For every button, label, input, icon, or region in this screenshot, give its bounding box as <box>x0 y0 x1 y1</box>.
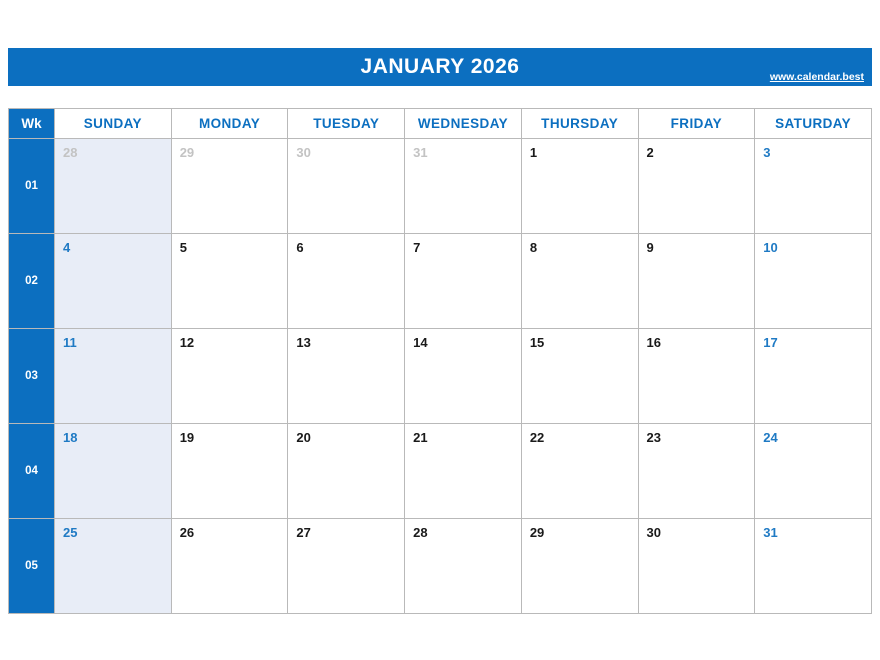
day-cell[interactable] <box>171 519 288 614</box>
day-cell[interactable] <box>405 519 522 614</box>
column-header-friday: FRIDAY <box>638 109 755 139</box>
calendar-week-row <box>9 234 872 329</box>
day-number: 28 <box>413 525 428 540</box>
day-number: 29 <box>179 145 195 160</box>
calendar-week-row <box>9 519 872 614</box>
week-number-cell: 02 <box>9 234 55 329</box>
day-cell[interactable] <box>405 424 522 519</box>
day-number: 11 <box>63 335 77 350</box>
column-header-monday: MONDAY <box>171 109 288 139</box>
day-number: 6 <box>296 240 304 255</box>
day-cell[interactable] <box>288 139 405 234</box>
day-cell[interactable] <box>638 139 755 234</box>
website-link[interactable]: www.calendar.best <box>769 71 864 83</box>
day-number: 26 <box>179 525 195 540</box>
calendar-table <box>8 108 872 614</box>
day-cell[interactable] <box>521 234 638 329</box>
day-cell[interactable] <box>288 329 405 424</box>
calendar-week-row <box>9 329 872 424</box>
day-number: 18 <box>63 430 78 445</box>
day-cell[interactable] <box>405 234 522 329</box>
day-cell[interactable] <box>171 329 288 424</box>
calendar-title-bar <box>8 48 872 86</box>
day-number: 12 <box>179 335 195 350</box>
calendar-header-row <box>9 109 872 139</box>
day-cell[interactable] <box>405 329 522 424</box>
day-number: 7 <box>413 240 421 255</box>
calendar-week-row <box>9 424 872 519</box>
week-number-cell: 04 <box>9 424 55 519</box>
day-cell[interactable] <box>405 139 522 234</box>
day-number: 9 <box>646 240 654 255</box>
column-header-tuesday: TUESDAY <box>288 109 405 139</box>
day-number: 17 <box>763 335 778 350</box>
week-number-cell: 01 <box>9 139 55 234</box>
day-cell[interactable] <box>288 234 405 329</box>
day-cell[interactable] <box>638 424 755 519</box>
day-number: 23 <box>646 430 661 445</box>
day-number: 28 <box>63 145 78 160</box>
day-cell[interactable] <box>521 424 638 519</box>
day-cell[interactable] <box>638 519 755 614</box>
day-cell[interactable] <box>521 519 638 614</box>
day-cell[interactable] <box>638 234 755 329</box>
day-cell[interactable] <box>288 519 405 614</box>
day-number: 10 <box>763 240 778 255</box>
day-number: 30 <box>646 525 661 540</box>
day-number: 31 <box>763 525 778 540</box>
day-number: 15 <box>529 335 545 350</box>
calendar-week-row <box>9 139 872 234</box>
week-number-cell: 03 <box>9 329 55 424</box>
day-cell[interactable] <box>171 139 288 234</box>
day-number: 20 <box>296 430 311 445</box>
day-cell[interactable] <box>171 424 288 519</box>
day-number: 14 <box>413 335 428 350</box>
day-number: 5 <box>179 240 187 255</box>
column-header-sunday: SUNDAY <box>55 109 172 139</box>
day-number: 4 <box>63 240 71 255</box>
day-cell[interactable] <box>638 329 755 424</box>
day-cell[interactable] <box>755 329 872 424</box>
day-cell[interactable] <box>288 424 405 519</box>
day-cell[interactable] <box>755 234 872 329</box>
day-number: 30 <box>296 145 311 160</box>
day-cell[interactable] <box>755 139 872 234</box>
day-cell[interactable] <box>55 234 172 329</box>
day-cell[interactable] <box>55 329 172 424</box>
day-number: 22 <box>529 430 545 445</box>
week-number-cell: 05 <box>9 519 55 614</box>
day-cell[interactable] <box>55 424 172 519</box>
day-cell[interactable] <box>55 139 172 234</box>
column-header-thursday: THURSDAY <box>521 109 638 139</box>
column-header-saturday: SATURDAY <box>755 109 872 139</box>
day-number: 21 <box>413 430 428 445</box>
day-number: 13 <box>296 335 311 350</box>
day-number: 29 <box>529 525 545 540</box>
day-number: 16 <box>646 335 661 350</box>
day-cell[interactable] <box>171 234 288 329</box>
page-title: JANUARY 2026 <box>360 55 520 78</box>
day-number: 24 <box>763 430 778 445</box>
day-cell[interactable] <box>55 519 172 614</box>
day-number: 19 <box>179 430 195 445</box>
day-cell[interactable] <box>755 519 872 614</box>
day-number: 27 <box>296 525 311 540</box>
day-cell[interactable] <box>755 424 872 519</box>
day-number: 2 <box>646 145 654 160</box>
column-header-week: Wk <box>9 109 55 139</box>
day-cell[interactable] <box>521 329 638 424</box>
calendar-body <box>9 139 872 614</box>
column-header-wednesday: WEDNESDAY <box>405 109 522 139</box>
day-number: 1 <box>529 145 538 160</box>
day-cell[interactable] <box>521 139 638 234</box>
day-number: 25 <box>63 525 78 540</box>
day-number: 8 <box>529 240 538 255</box>
day-number: 3 <box>763 145 771 160</box>
day-number: 31 <box>413 145 428 160</box>
